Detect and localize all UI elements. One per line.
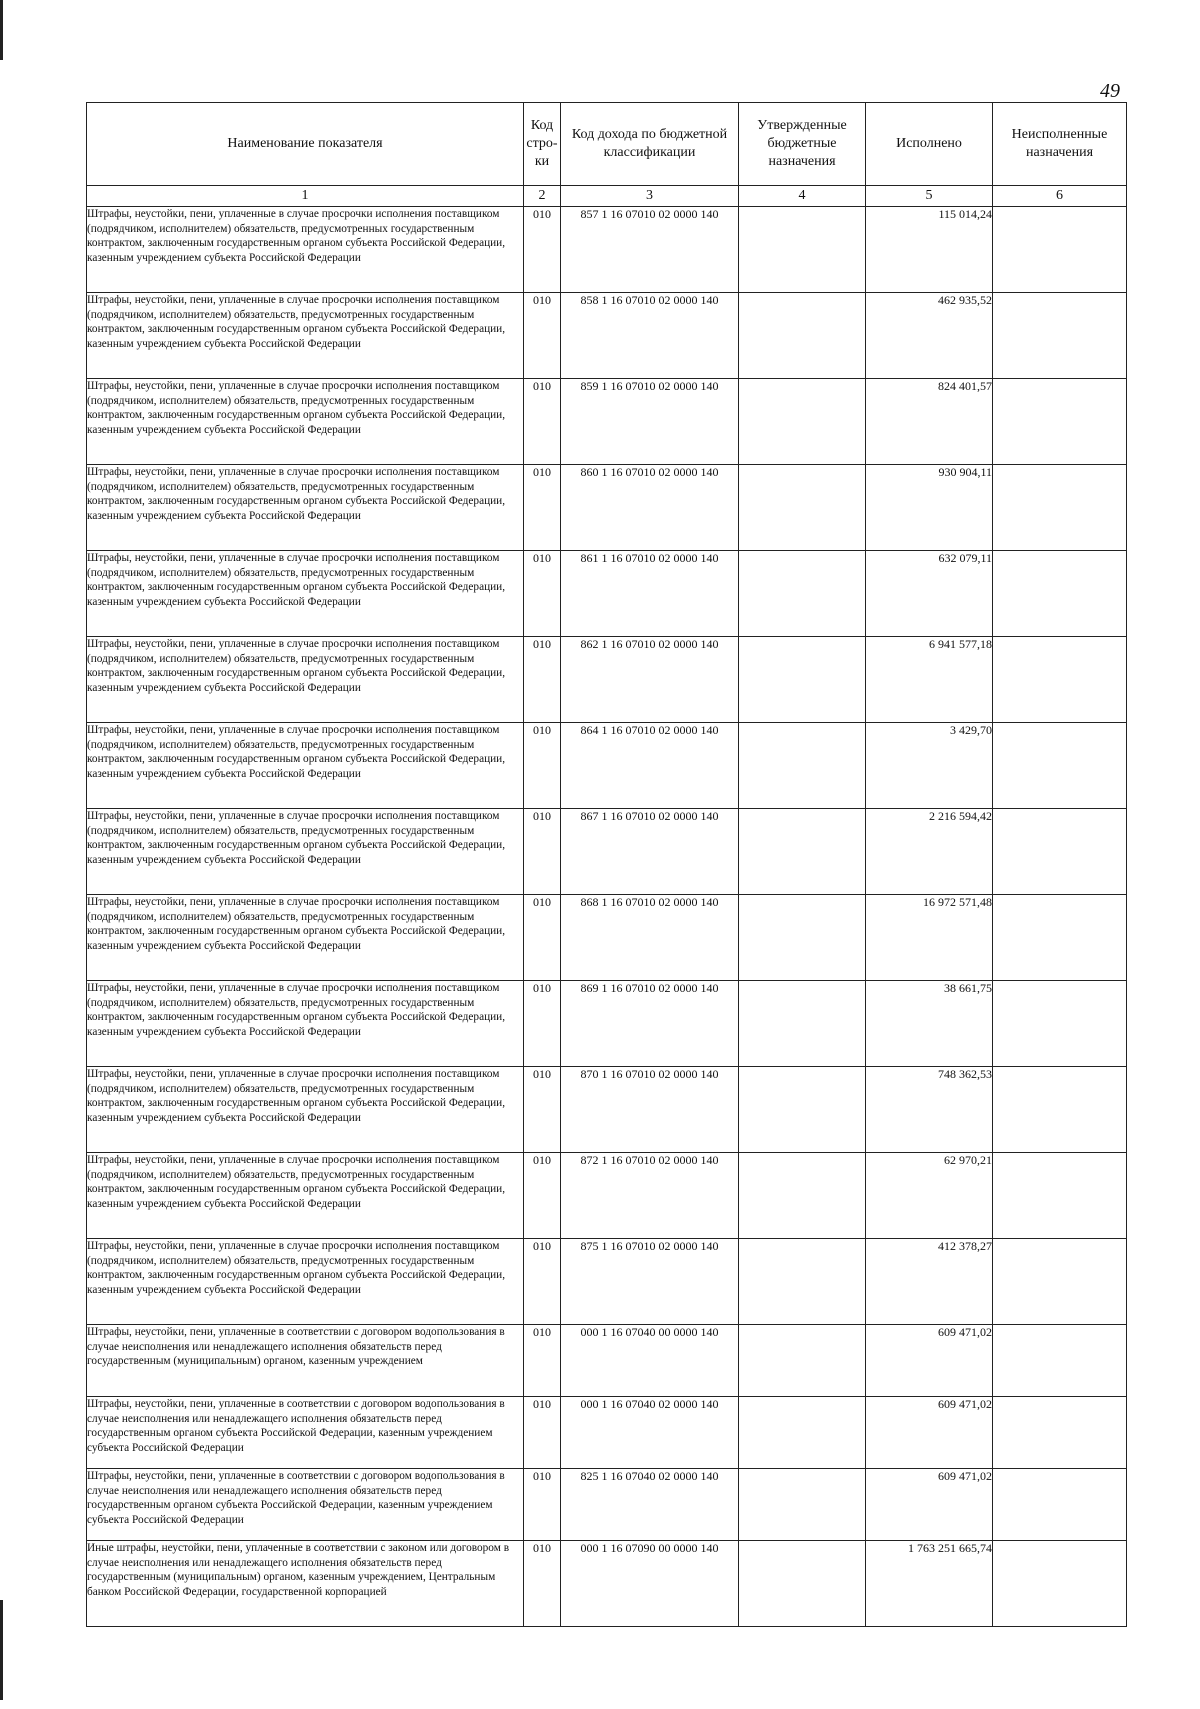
executed-cell: 632 079,11 bbox=[866, 551, 993, 637]
unexecuted-cell bbox=[993, 809, 1127, 895]
approved-cell bbox=[739, 1469, 866, 1541]
indicator-name-cell: Штрафы, неустойки, пени, уплаченные в случае просрочки исполнения поставщиком (подрядчиком, исполнителем) обязательств, предусмотренных государственным контрактом, заключенным государственным органом субъекта Российской Федерации, казенным учреждением субъекта Российской Федерации bbox=[87, 379, 524, 465]
row-code-cell: 010 bbox=[524, 551, 561, 637]
executed-cell: 609 471,02 bbox=[866, 1397, 993, 1469]
indicator-name-cell: Штрафы, неустойки, пени, уплаченные в соответствии с договором водопользования в случае неисполнения или ненадлежащего исполнения обязательств перед государственным органом субъекта Российской Федерации, казенным учреждением субъекта Российской Федерации bbox=[87, 1397, 524, 1469]
row-code-cell: 010 bbox=[524, 1153, 561, 1239]
table-row bbox=[87, 551, 1127, 637]
table-row bbox=[87, 1325, 1127, 1397]
header-row-code: Код стро-ки bbox=[524, 103, 561, 186]
unexecuted-cell bbox=[993, 465, 1127, 551]
unexecuted-cell bbox=[993, 207, 1127, 293]
income-code-cell: 869 1 16 07010 02 0000 140 bbox=[561, 981, 739, 1067]
income-code-cell: 859 1 16 07010 02 0000 140 bbox=[561, 379, 739, 465]
approved-cell bbox=[739, 465, 866, 551]
unexecuted-cell bbox=[993, 1397, 1127, 1469]
indicator-name-cell: Штрафы, неустойки, пени, уплаченные в случае просрочки исполнения поставщиком (подрядчиком, исполнителем) обязательств, предусмотренных государственным контрактом, заключенным государственным органом субъекта Российской Федерации, казенным учреждением субъекта Российской Федерации bbox=[87, 895, 524, 981]
indicator-name-cell: Штрафы, неустойки, пени, уплаченные в случае просрочки исполнения поставщиком (подрядчиком, исполнителем) обязательств, предусмотренных государственным контрактом, заключенным государственным органом субъекта Российской Федерации, казенным учреждением субъекта Российской Федерации bbox=[87, 981, 524, 1067]
table-row bbox=[87, 723, 1127, 809]
income-code-cell: 870 1 16 07010 02 0000 140 bbox=[561, 1067, 739, 1153]
approved-cell bbox=[739, 895, 866, 981]
row-code-cell: 010 bbox=[524, 1469, 561, 1541]
row-code-cell: 010 bbox=[524, 293, 561, 379]
executed-cell: 62 970,21 bbox=[866, 1153, 993, 1239]
table-body bbox=[87, 207, 1127, 1627]
indicator-name-cell: Штрафы, неустойки, пени, уплаченные в случае просрочки исполнения поставщиком (подрядчиком, исполнителем) обязательств, предусмотренных государственным контрактом, заключенным государственным органом субъекта Российской Федерации, казенным учреждением субъекта Российской Федерации bbox=[87, 809, 524, 895]
header-income-code: Код дохода по бюджетной классификации bbox=[561, 103, 739, 186]
indicator-name-cell: Штрафы, неустойки, пени, уплаченные в случае просрочки исполнения поставщиком (подрядчиком, исполнителем) обязательств, предусмотренных государственным контрактом, заключенным государственным органом субъекта Российской Федерации, казенным учреждением субъекта Российской Федерации bbox=[87, 1239, 524, 1325]
executed-cell: 2 216 594,42 bbox=[866, 809, 993, 895]
indicator-name-cell: Штрафы, неустойки, пени, уплаченные в случае просрочки исполнения поставщиком (подрядчиком, исполнителем) обязательств, предусмотренных государственным контрактом, заключенным государственным органом субъекта Российской Федерации, казенным учреждением субъекта Российской Федерации bbox=[87, 723, 524, 809]
executed-cell: 16 972 571,48 bbox=[866, 895, 993, 981]
unexecuted-cell bbox=[993, 1541, 1127, 1627]
indicator-name-cell: Штрафы, неустойки, пени, уплаченные в случае просрочки исполнения поставщиком (подрядчиком, исполнителем) обязательств, предусмотренных государственным контрактом, заключенным государственным органом субъекта Российской Федерации, казенным учреждением субъекта Российской Федерации bbox=[87, 551, 524, 637]
approved-cell bbox=[739, 809, 866, 895]
unexecuted-cell bbox=[993, 1067, 1127, 1153]
row-code-cell: 010 bbox=[524, 1067, 561, 1153]
table-row bbox=[87, 637, 1127, 723]
income-code-cell: 825 1 16 07040 02 0000 140 bbox=[561, 1469, 739, 1541]
unexecuted-cell bbox=[993, 1469, 1127, 1541]
table-row bbox=[87, 379, 1127, 465]
approved-cell bbox=[739, 551, 866, 637]
table-row bbox=[87, 465, 1127, 551]
table-row bbox=[87, 1541, 1127, 1627]
executed-cell: 824 401,57 bbox=[866, 379, 993, 465]
income-code-cell: 867 1 16 07010 02 0000 140 bbox=[561, 809, 739, 895]
indicator-name-cell: Штрафы, неустойки, пени, уплаченные в соответствии с договором водопользования в случае неисполнения или ненадлежащего исполнения обязательств перед государственным (муниципальным) органом, казенным учреждением bbox=[87, 1325, 524, 1397]
row-code-cell: 010 bbox=[524, 723, 561, 809]
executed-cell: 115 014,24 bbox=[866, 207, 993, 293]
income-code-cell: 864 1 16 07010 02 0000 140 bbox=[561, 723, 739, 809]
executed-cell: 412 378,27 bbox=[866, 1239, 993, 1325]
row-code-cell: 010 bbox=[524, 1325, 561, 1397]
income-code-cell: 000 1 16 07040 02 0000 140 bbox=[561, 1397, 739, 1469]
executed-cell: 930 904,11 bbox=[866, 465, 993, 551]
table-row bbox=[87, 207, 1127, 293]
unexecuted-cell bbox=[993, 981, 1127, 1067]
column-number: 1 bbox=[87, 186, 524, 207]
income-code-cell: 868 1 16 07010 02 0000 140 bbox=[561, 895, 739, 981]
income-code-cell: 861 1 16 07010 02 0000 140 bbox=[561, 551, 739, 637]
page-number: 49 bbox=[1100, 80, 1120, 102]
indicator-name-cell: Штрафы, неустойки, пени, уплаченные в случае просрочки исполнения поставщиком (подрядчиком, исполнителем) обязательств, предусмотренных государственным контрактом, заключенным государственным органом субъекта Российской Федерации, казенным учреждением субъекта Российской Федерации bbox=[87, 637, 524, 723]
executed-cell: 3 429,70 bbox=[866, 723, 993, 809]
approved-cell bbox=[739, 723, 866, 809]
approved-cell bbox=[739, 1153, 866, 1239]
income-code-cell: 872 1 16 07010 02 0000 140 bbox=[561, 1153, 739, 1239]
row-code-cell: 010 bbox=[524, 1239, 561, 1325]
row-code-cell: 010 bbox=[524, 207, 561, 293]
income-code-cell: 862 1 16 07010 02 0000 140 bbox=[561, 637, 739, 723]
row-code-cell: 010 bbox=[524, 465, 561, 551]
table-row bbox=[87, 895, 1127, 981]
edge-mark bbox=[0, 0, 3, 60]
approved-cell bbox=[739, 1397, 866, 1469]
row-code-cell: 010 bbox=[524, 637, 561, 723]
row-code-cell: 010 bbox=[524, 379, 561, 465]
indicator-name-cell: Штрафы, неустойки, пени, уплаченные в случае просрочки исполнения поставщиком (подрядчиком, исполнителем) обязательств, предусмотренных государственным контрактом, заключенным государственным органом субъекта Российской Федерации, казенным учреждением субъекта Российской Федерации bbox=[87, 1153, 524, 1239]
column-number: 6 bbox=[993, 186, 1127, 207]
indicator-name-cell: Штрафы, неустойки, пени, уплаченные в случае просрочки исполнения поставщиком (подрядчиком, исполнителем) обязательств, предусмотренных государственным контрактом, заключенным государственным органом субъекта Российской Федерации, казенным учреждением субъекта Российской Федерации bbox=[87, 465, 524, 551]
income-code-cell: 857 1 16 07010 02 0000 140 bbox=[561, 207, 739, 293]
approved-cell bbox=[739, 981, 866, 1067]
unexecuted-cell bbox=[993, 637, 1127, 723]
approved-cell bbox=[739, 293, 866, 379]
unexecuted-cell bbox=[993, 1153, 1127, 1239]
indicator-name-cell: Штрафы, неустойки, пени, уплаченные в случае просрочки исполнения поставщиком (подрядчиком, исполнителем) обязательств, предусмотренных государственным контрактом, заключенным государственным органом субъекта Российской Федерации, казенным учреждением субъекта Российской Федерации bbox=[87, 293, 524, 379]
approved-cell bbox=[739, 379, 866, 465]
executed-cell: 462 935,52 bbox=[866, 293, 993, 379]
row-code-cell: 010 bbox=[524, 981, 561, 1067]
indicator-name-cell: Штрафы, неустойки, пени, уплаченные в случае просрочки исполнения поставщиком (подрядчиком, исполнителем) обязательств, предусмотренных государственным контрактом, заключенным государственным органом субъекта Российской Федерации, казенным учреждением субъекта Российской Федерации bbox=[87, 207, 524, 293]
income-code-cell: 875 1 16 07010 02 0000 140 bbox=[561, 1239, 739, 1325]
approved-cell bbox=[739, 207, 866, 293]
approved-cell bbox=[739, 1325, 866, 1397]
approved-cell bbox=[739, 1541, 866, 1627]
header-name: Наименование показателя bbox=[87, 103, 524, 186]
indicator-name-cell: Иные штрафы, неустойки, пени, уплаченные в соответствии с законом или договором в случае неисполнения или ненадлежащего исполнения обязательств перед государственным (муниципальным) органом, казенным учреждением, Центральным банком Российской Федерации, государственной корпорацией bbox=[87, 1541, 524, 1627]
table-row bbox=[87, 981, 1127, 1067]
unexecuted-cell bbox=[993, 1325, 1127, 1397]
row-code-cell: 010 bbox=[524, 1397, 561, 1469]
column-number: 5 bbox=[866, 186, 993, 207]
row-code-cell: 010 bbox=[524, 809, 561, 895]
income-code-cell: 860 1 16 07010 02 0000 140 bbox=[561, 465, 739, 551]
row-code-cell: 010 bbox=[524, 895, 561, 981]
income-code-cell: 000 1 16 07090 00 0000 140 bbox=[561, 1541, 739, 1627]
table-row bbox=[87, 1067, 1127, 1153]
table-row bbox=[87, 809, 1127, 895]
income-code-cell: 858 1 16 07010 02 0000 140 bbox=[561, 293, 739, 379]
unexecuted-cell bbox=[993, 293, 1127, 379]
approved-cell bbox=[739, 1239, 866, 1325]
unexecuted-cell bbox=[993, 723, 1127, 809]
header-row bbox=[87, 103, 1127, 186]
unexecuted-cell bbox=[993, 551, 1127, 637]
report-table bbox=[86, 102, 1127, 1627]
unexecuted-cell bbox=[993, 379, 1127, 465]
executed-cell: 609 471,02 bbox=[866, 1469, 993, 1541]
header-unexecuted: Неисполненные назначения bbox=[993, 103, 1127, 186]
table-row bbox=[87, 1469, 1127, 1541]
executed-cell: 748 362,53 bbox=[866, 1067, 993, 1153]
executed-cell: 6 941 577,18 bbox=[866, 637, 993, 723]
indicator-name-cell: Штрафы, неустойки, пени, уплаченные в случае просрочки исполнения поставщиком (подрядчиком, исполнителем) обязательств, предусмотренных государственным контрактом, заключенным государственным органом субъекта Российской Федерации, казенным учреждением субъекта Российской Федерации bbox=[87, 1067, 524, 1153]
executed-cell: 38 661,75 bbox=[866, 981, 993, 1067]
column-number: 2 bbox=[524, 186, 561, 207]
header-approved: Утвержденные бюджетные назначения bbox=[739, 103, 866, 186]
column-number: 4 bbox=[739, 186, 866, 207]
executed-cell: 1 763 251 665,74 bbox=[866, 1541, 993, 1627]
approved-cell bbox=[739, 1067, 866, 1153]
column-number-row bbox=[87, 186, 1127, 207]
unexecuted-cell bbox=[993, 1239, 1127, 1325]
executed-cell: 609 471,02 bbox=[866, 1325, 993, 1397]
income-code-cell: 000 1 16 07040 00 0000 140 bbox=[561, 1325, 739, 1397]
column-number: 3 bbox=[561, 186, 739, 207]
table-row bbox=[87, 1153, 1127, 1239]
table-row bbox=[87, 1239, 1127, 1325]
row-code-cell: 010 bbox=[524, 1541, 561, 1627]
table-row bbox=[87, 293, 1127, 379]
unexecuted-cell bbox=[993, 895, 1127, 981]
indicator-name-cell: Штрафы, неустойки, пени, уплаченные в соответствии с договором водопользования в случае неисполнения или ненадлежащего исполнения обязательств перед государственным органом субъекта Российской Федерации, казенным учреждением субъекта Российской Федерации bbox=[87, 1469, 524, 1541]
edge-mark bbox=[0, 1600, 3, 1700]
table-row bbox=[87, 1397, 1127, 1469]
header-executed: Исполнено bbox=[866, 103, 993, 186]
approved-cell bbox=[739, 637, 866, 723]
